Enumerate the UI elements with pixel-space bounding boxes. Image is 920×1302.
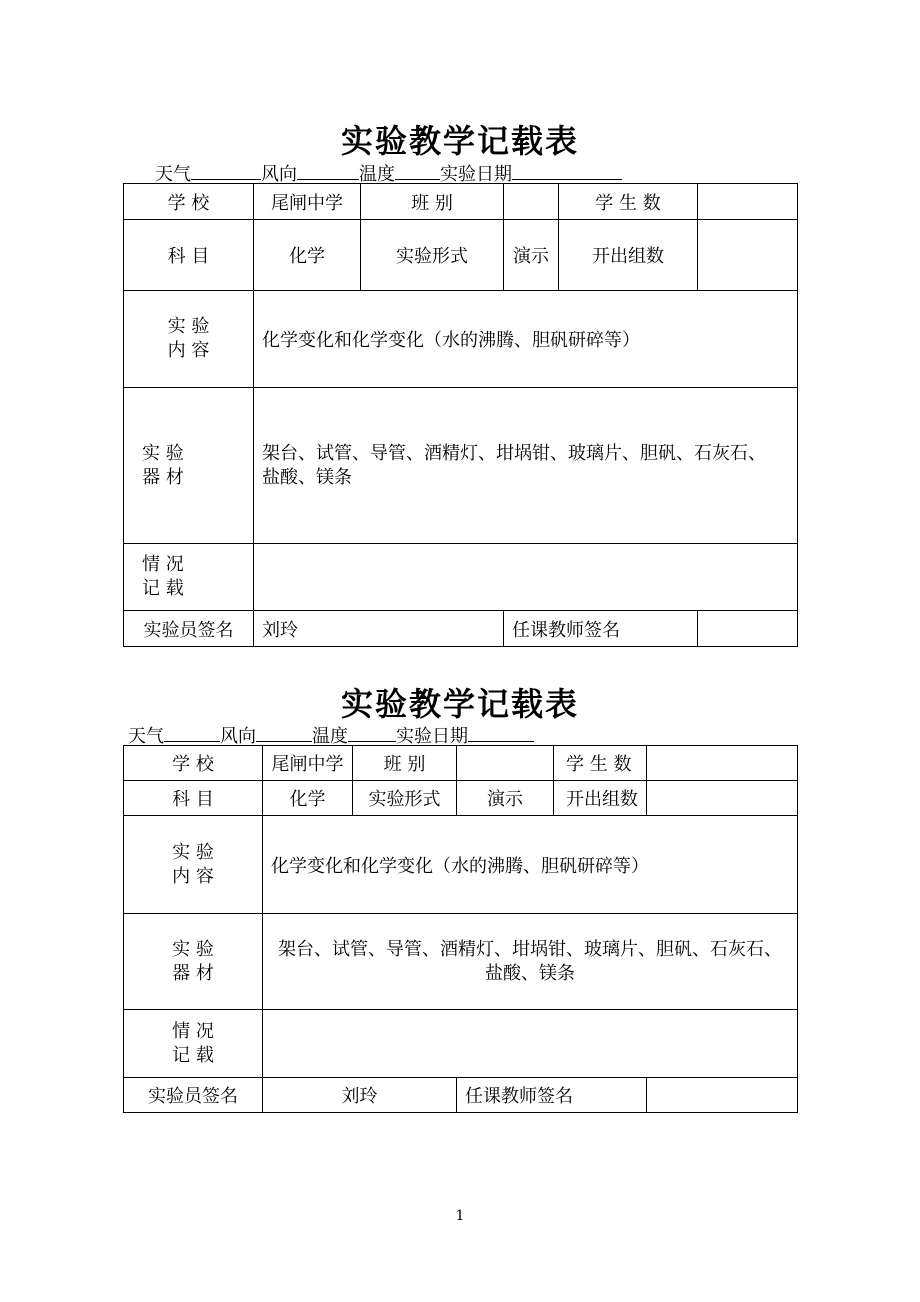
equipment-label — [124, 914, 263, 1010]
groups-value[interactable] — [647, 781, 798, 816]
technician-label: 实验员签名 — [124, 611, 254, 647]
class-label: 班 别 — [361, 184, 504, 220]
equipment-value-line1: 架台、试管、导管、酒精灯、坩埚钳、玻璃片、胆矾、石灰石、 — [262, 442, 766, 464]
form2-title: 实验教学记载表 — [340, 685, 579, 723]
record-label-line2: 记 载 — [142, 578, 184, 599]
date-label: 实验日期 — [440, 164, 512, 185]
class-value[interactable] — [457, 746, 554, 781]
class-value[interactable] — [504, 184, 559, 220]
content-label-line1: 实 验 — [167, 316, 210, 337]
school-label: 学 校 — [124, 746, 263, 781]
record-label-line1: 情 况 — [142, 554, 184, 575]
record-value[interactable] — [254, 544, 798, 611]
equipment-value-line2: 盐酸、镁条 — [262, 466, 352, 488]
temperature-field[interactable] — [348, 724, 396, 742]
technician-label: 实验员签名 — [124, 1078, 263, 1113]
equipment-label-line1: 实 验 — [142, 442, 184, 464]
content-label-line1: 实 验 — [172, 841, 214, 863]
weather-field[interactable] — [191, 162, 261, 180]
subject-label: 科 目 — [124, 781, 263, 816]
wind-field[interactable] — [256, 724, 312, 742]
form-label: 实验形式 — [353, 781, 457, 816]
students-label: 学 生 数 — [554, 746, 647, 781]
wind-label: 风向 — [261, 164, 297, 185]
record-label — [124, 544, 254, 611]
equipment-value — [254, 388, 798, 544]
page-number: 1 — [455, 1208, 465, 1224]
teacher-value[interactable] — [698, 611, 798, 647]
groups-label: 开出组数 — [554, 781, 647, 816]
equipment-label — [124, 388, 254, 544]
record-value[interactable] — [263, 1010, 798, 1078]
subject-value: 化学 — [254, 220, 361, 291]
subject-value: 化学 — [263, 781, 353, 816]
content-label-line2: 内 容 — [167, 340, 210, 361]
equipment-value — [263, 914, 798, 1010]
content-label — [124, 291, 254, 388]
equipment-label-line2: 器 材 — [142, 466, 184, 488]
content-label — [124, 816, 263, 914]
form1-table — [123, 183, 798, 647]
date-field[interactable] — [512, 162, 622, 180]
technician-value: 刘玲 — [254, 611, 504, 647]
form-value: 演示 — [457, 781, 554, 816]
weather-label: 天气 — [128, 726, 164, 747]
form2-table — [123, 745, 798, 1113]
record-label-line1: 情 况 — [172, 1020, 214, 1042]
form-label: 实验形式 — [361, 220, 504, 291]
subject-label: 科 目 — [124, 220, 254, 291]
groups-label: 开出组数 — [559, 220, 698, 291]
content-label-line2: 内 容 — [172, 865, 214, 887]
students-value[interactable] — [647, 746, 798, 781]
content-value: 化学变化和化学变化（水的沸腾、胆矾研碎等） — [254, 291, 798, 388]
content-value: 化学变化和化学变化（水的沸腾、胆矾研碎等） — [263, 816, 798, 914]
school-value: 尾闸中学 — [263, 746, 353, 781]
wind-field[interactable] — [297, 162, 359, 180]
equipment-label-line2: 器 材 — [172, 962, 214, 984]
temperature-label: 温度 — [359, 164, 395, 185]
students-value[interactable] — [698, 184, 798, 220]
teacher-label: 任课教师签名 — [504, 611, 698, 647]
date-field[interactable] — [468, 724, 534, 742]
teacher-label: 任课教师签名 — [457, 1078, 647, 1113]
class-label: 班 别 — [353, 746, 457, 781]
students-label: 学 生 数 — [559, 184, 698, 220]
weather-label: 天气 — [155, 164, 191, 185]
technician-value: 刘玲 — [263, 1078, 457, 1113]
form-value: 演示 — [504, 220, 559, 291]
teacher-value[interactable] — [647, 1078, 798, 1113]
record-label-line2: 记 载 — [172, 1044, 214, 1066]
wind-label: 风向 — [220, 726, 256, 747]
groups-value[interactable] — [698, 220, 798, 291]
temperature-field[interactable] — [395, 162, 440, 180]
equipment-value-line2: 盐酸、镁条 — [485, 962, 575, 984]
equipment-value-line1: 架台、试管、导管、酒精灯、坩埚钳、玻璃片、胆矾、石灰石、 — [278, 938, 782, 960]
school-label: 学 校 — [124, 184, 254, 220]
equipment-label-line1: 实 验 — [172, 938, 214, 960]
record-label — [124, 1010, 263, 1078]
date-label: 实验日期 — [396, 726, 468, 747]
school-value: 尾闸中学 — [254, 184, 361, 220]
weather-field[interactable] — [164, 724, 220, 742]
form1-title: 实验教学记载表 — [340, 122, 579, 160]
temperature-label: 温度 — [312, 726, 348, 747]
